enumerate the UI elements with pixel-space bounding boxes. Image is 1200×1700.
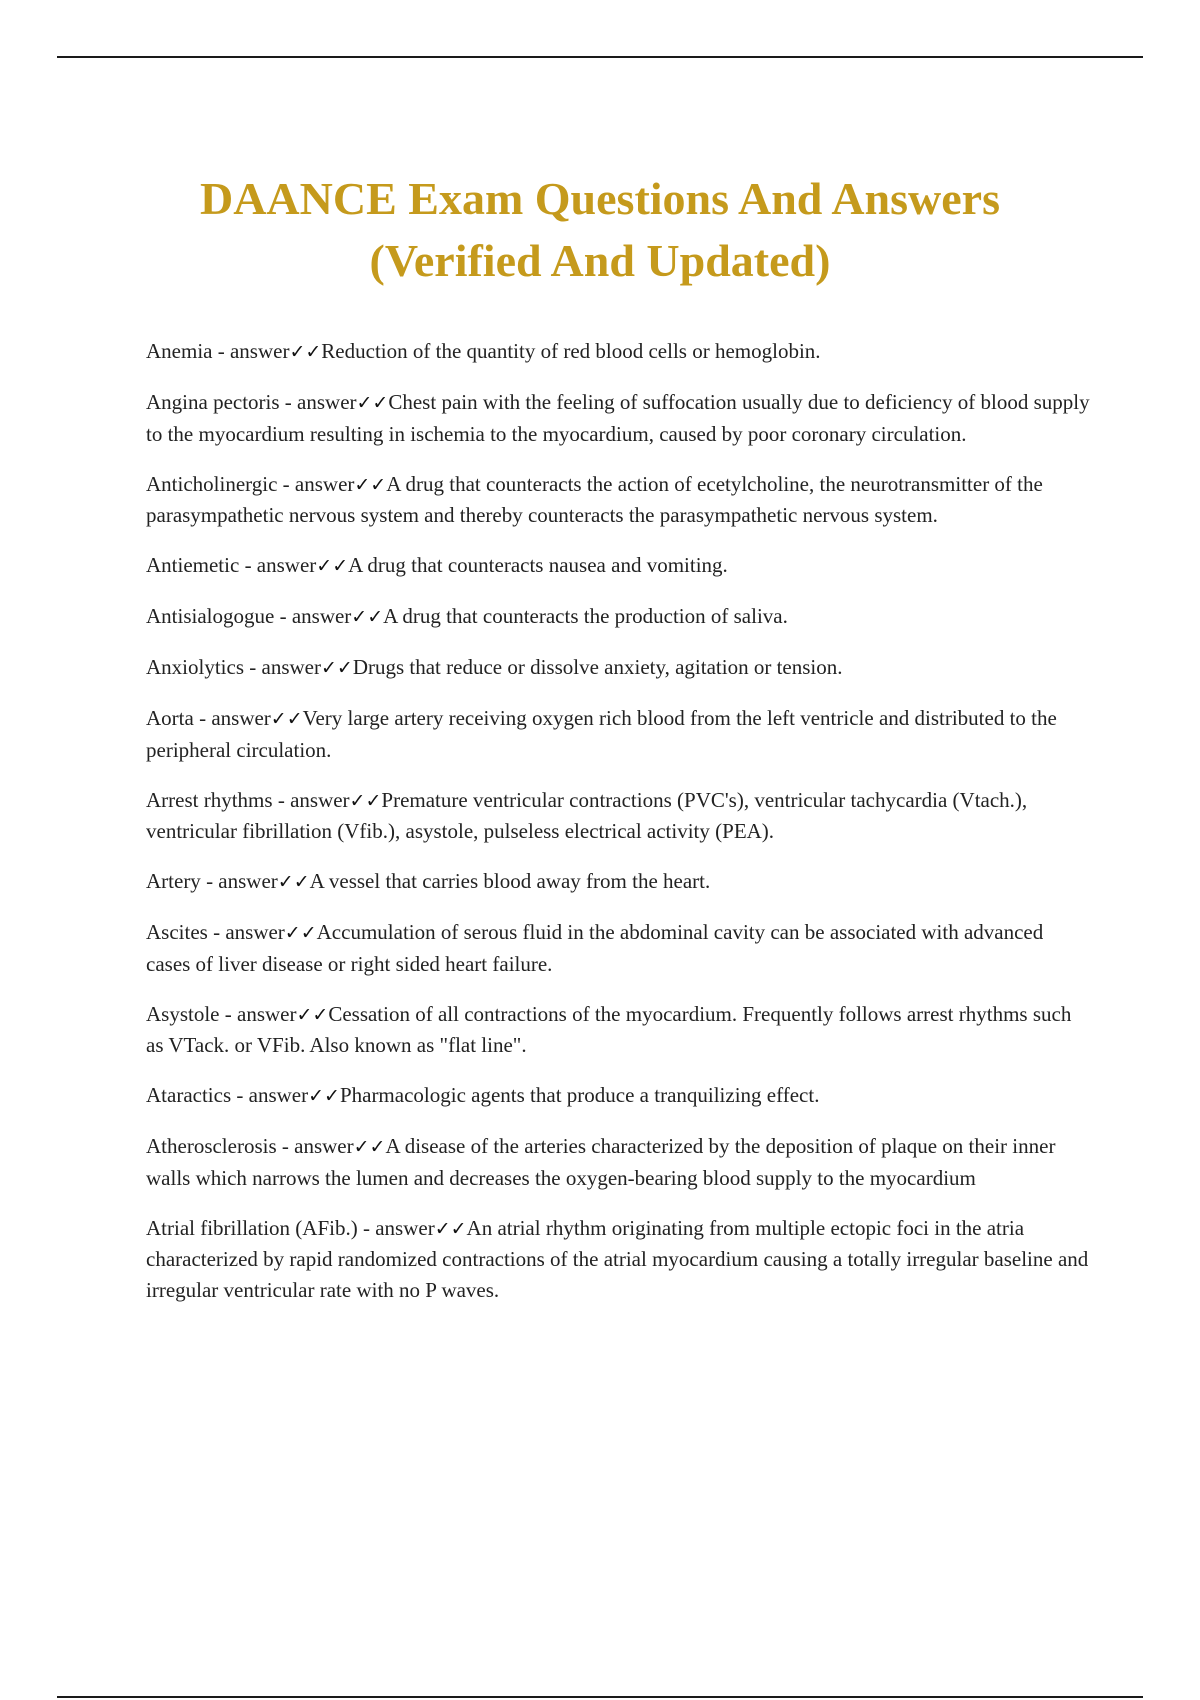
entry-separator: - answer [244, 655, 321, 679]
entry-separator: - answer [212, 339, 290, 363]
entry-definition: A vessel that carries blood away from the heart. [309, 869, 711, 893]
entry-separator: - answer [207, 920, 285, 944]
glossary-entry [146, 469, 1090, 531]
entry-separator: - answer [193, 706, 271, 730]
entry-term: Atrial fibrillation (AFib.) [146, 1215, 358, 1240]
double-check-icon: ✓✓ [308, 1085, 340, 1107]
entry-definition: A drug that counteracts nausea and vomiting. [348, 553, 728, 577]
entry-term: Aorta [146, 706, 194, 730]
entry-term: Artery [146, 869, 201, 893]
entry-separator: - answer [276, 1134, 354, 1158]
glossary-entry [146, 917, 1090, 979]
glossary-entry [146, 1131, 1090, 1193]
glossary-entry [146, 601, 1090, 633]
double-check-icon: ✓✓ [270, 708, 303, 730]
double-check-icon: ✓✓ [320, 657, 353, 679]
double-check-icon: ✓✓ [434, 1217, 467, 1240]
bottom-divider [57, 1696, 1143, 1698]
entry-term: Anticholinergic [146, 471, 278, 496]
glossary-entry [146, 1213, 1090, 1306]
entry-definition: A disease of the arteries characterized by the deposition of plaque on their inner walls which narrows the lumen and decreases the oxygen-bearing blood supply to the myocardium [146, 1134, 1056, 1190]
entry-separator: - answer [279, 390, 357, 414]
entry-definition: Very large artery receiving oxygen rich blood from the left ventricle and distributed to the peripheral circulation. [146, 706, 1057, 762]
entry-term: Antiemetic [146, 553, 240, 577]
glossary-entry [146, 785, 1090, 847]
glossary-list [146, 336, 1090, 1325]
entry-term: Angina pectoris [146, 390, 280, 414]
double-check-icon: ✓✓ [277, 871, 310, 893]
page-title [0, 168, 1200, 292]
glossary-entry [146, 703, 1090, 765]
double-check-icon: ✓✓ [316, 555, 349, 577]
glossary-entry [146, 866, 1090, 898]
glossary-entry [146, 999, 1090, 1061]
entry-definition: Accumulation of serous fluid in the abdominal cavity can be associated with advanced cases of liver disease or right sided heart failure. [146, 920, 1044, 976]
entry-term: Ataractics [146, 1083, 232, 1107]
entry-term: Antisialogogue [146, 604, 275, 628]
entry-definition: Premature ventricular contractions (PVC's), ventricular tachycardia (Vtach.), ventricular fibrillation (Vfib.), asystole, pulseless electrical activity (PEA). [146, 787, 1028, 843]
entry-term: Anemia [146, 339, 213, 363]
glossary-entry [146, 550, 1090, 582]
glossary-entry [146, 336, 1090, 368]
double-check-icon: ✓✓ [351, 606, 384, 628]
entry-separator: - answer [239, 553, 317, 577]
entry-separator: - answer [231, 1083, 309, 1107]
entry-term: Arrest rhythms [146, 787, 273, 812]
entry-definition: Chest pain with the feeling of suffocation usually due to deficiency of blood supply to the myocardium resulting in ischemia to the myocardium, caused by poor coronary circulation. [146, 390, 1090, 446]
double-check-icon: ✓✓ [353, 1136, 386, 1158]
entry-term: Ascites [146, 920, 208, 944]
entry-separator: - answer [219, 1001, 297, 1026]
entry-definition: Reduction of the quantity of red blood cells or hemoglobin. [321, 339, 821, 363]
entry-separator: - answer [274, 604, 352, 628]
entry-separator: - answer [357, 1215, 435, 1240]
entry-term: Asystole [146, 1001, 220, 1026]
entry-definition: An atrial rhythm originating from multiple ectopic foci in the atria characterized by rapid randomized contractions of the atrial myocardium causing a totally irregular baseline and irregular ventricular rate with no P waves. [146, 1215, 1089, 1302]
title-line-2: (Verified And Updated) [369, 235, 831, 286]
double-check-icon: ✓✓ [284, 922, 317, 944]
entry-term: Anxiolytics [146, 655, 244, 679]
double-check-icon: ✓✓ [354, 473, 387, 496]
entry-separator: - answer [272, 787, 350, 812]
double-check-icon: ✓✓ [289, 341, 322, 363]
entry-definition: Drugs that reduce or dissolve anxiety, agitation or tension. [352, 655, 843, 679]
glossary-entry [146, 1080, 1090, 1112]
glossary-entry [146, 387, 1090, 449]
glossary-entry [146, 652, 1090, 684]
entry-definition: A drug that counteracts the production of saliva. [383, 604, 788, 628]
double-check-icon: ✓✓ [349, 789, 382, 812]
title-line-1: DAANCE Exam Questions And Answers [199, 173, 1000, 224]
entry-separator: - answer [200, 869, 278, 893]
top-divider [57, 56, 1143, 58]
double-check-icon: ✓✓ [356, 392, 389, 414]
entry-definition: Pharmacologic agents that produce a tranquilizing effect. [339, 1083, 820, 1107]
entry-term: Atherosclerosis [146, 1134, 277, 1158]
double-check-icon: ✓✓ [296, 1003, 329, 1026]
entry-definition: Cessation of all contractions of the myocardium. Frequently follows arrest rhythms such as VTack. or VFib. Also known as "flat line". [146, 1001, 1072, 1057]
entry-definition: A drug that counteracts the action of ecetylcholine, the neurotransmitter of the parasympathetic nervous system and thereby counteracts the parasympathetic nervous system. [146, 471, 1043, 527]
entry-separator: - answer [277, 471, 355, 496]
